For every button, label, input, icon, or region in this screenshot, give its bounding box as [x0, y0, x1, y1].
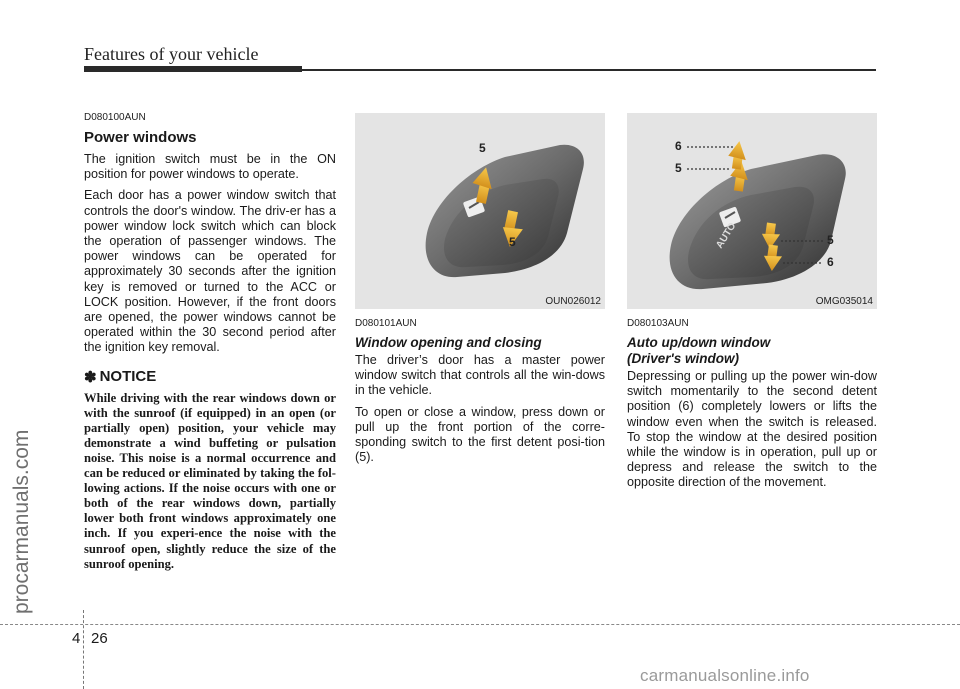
paragraph: The driver’s door has a master power window switch that controls all the win-dows in the vehicle.: [355, 353, 605, 398]
side-watermark-text: procarmanuals.com: [10, 429, 33, 614]
footer-rule: [0, 624, 960, 625]
side-watermark: [4, 0, 36, 689]
figure-auto-window-switch: [627, 113, 877, 309]
section-heading: Power windows: [84, 129, 197, 146]
header-rule-thin: [302, 69, 876, 71]
page-number: 26: [91, 630, 108, 647]
page-header-title: Features of your vehicle: [84, 44, 259, 64]
column-power-windows: [84, 112, 336, 572]
notice-title: NOTICE: [99, 368, 157, 386]
section-heading: Window opening and closing: [355, 335, 542, 350]
notice-body: While driving with the rear windows down or with the sunroof (if equipped) in an open (or partially open) position, your vehicle may demonstrate a wind buffeting or pulsation noise. This noise is a normal occurrence and can be reduced or eliminated by taking the fol-lowing actions. If the noise occurs with one or both of the rear windows down, partially lower both front windows approximately one inch. If you experi-ence the noise with the sunroof open, slightly reduce the size of the sunroof opening.: [84, 390, 336, 571]
figure-label: 5: [479, 141, 486, 155]
paragraph: The ignition switch must be in the ON position for power windows to operate.: [84, 152, 336, 182]
section-heading-line: (Driver's window): [627, 351, 739, 366]
figure-code: OUN026012: [545, 296, 601, 307]
footer-divider: [83, 610, 84, 689]
paragraph: Depressing or pulling up the power win-dow switch momentarily to the second detent position (6) completely lowers or lifts the window even when the switch is released. To stop the window at the desired position while the window is in operation, pull up or depress and release the switch to the opposite direction of the movement.: [627, 369, 877, 490]
notice-star-icon: ✽: [84, 368, 97, 386]
paragraph: To open or close a window, press down or pull up the front portion of the corre-sponding switch to the first detent posi-tion (5).: [355, 404, 605, 465]
paragraph: Each door has a power window switch that controls the door's window. The driv-er has a power window lock switch which can block the operation of passenger windows. The power windows can be operated for approximately 30 seconds after the ignition key is removed or turned to the ACC or LOCK position. However, if the front doors are opened, the power windows cannot be operated within the 30 second period after the ignition key removal.: [84, 188, 336, 355]
section-code: D080100AUN: [84, 112, 146, 123]
figure-window-switch: [355, 113, 605, 309]
auto-switch-text: AUTO: [714, 220, 739, 251]
figure-label: 5: [827, 233, 834, 247]
figure-label: 6: [827, 255, 834, 269]
section-code: D080103AUN: [627, 318, 689, 329]
auto-window-switch-illustration: [627, 113, 877, 309]
figure-label: 6: [675, 139, 682, 153]
figure-label: 5: [675, 161, 682, 175]
figure-code: OMG035014: [815, 296, 873, 307]
notice-heading: [84, 368, 336, 386]
column-window-opening: [355, 318, 605, 471]
section-code: D080101AUN: [355, 318, 417, 329]
bottom-watermark: carmanualsonline.info: [640, 666, 810, 685]
chapter-number: 4: [72, 630, 81, 647]
header-rule-thick: [84, 66, 302, 72]
section-heading: [627, 335, 877, 367]
section-heading-line: Auto up/down window: [627, 335, 771, 350]
figure-label: 5: [509, 235, 516, 249]
column-auto-window: [627, 318, 877, 497]
